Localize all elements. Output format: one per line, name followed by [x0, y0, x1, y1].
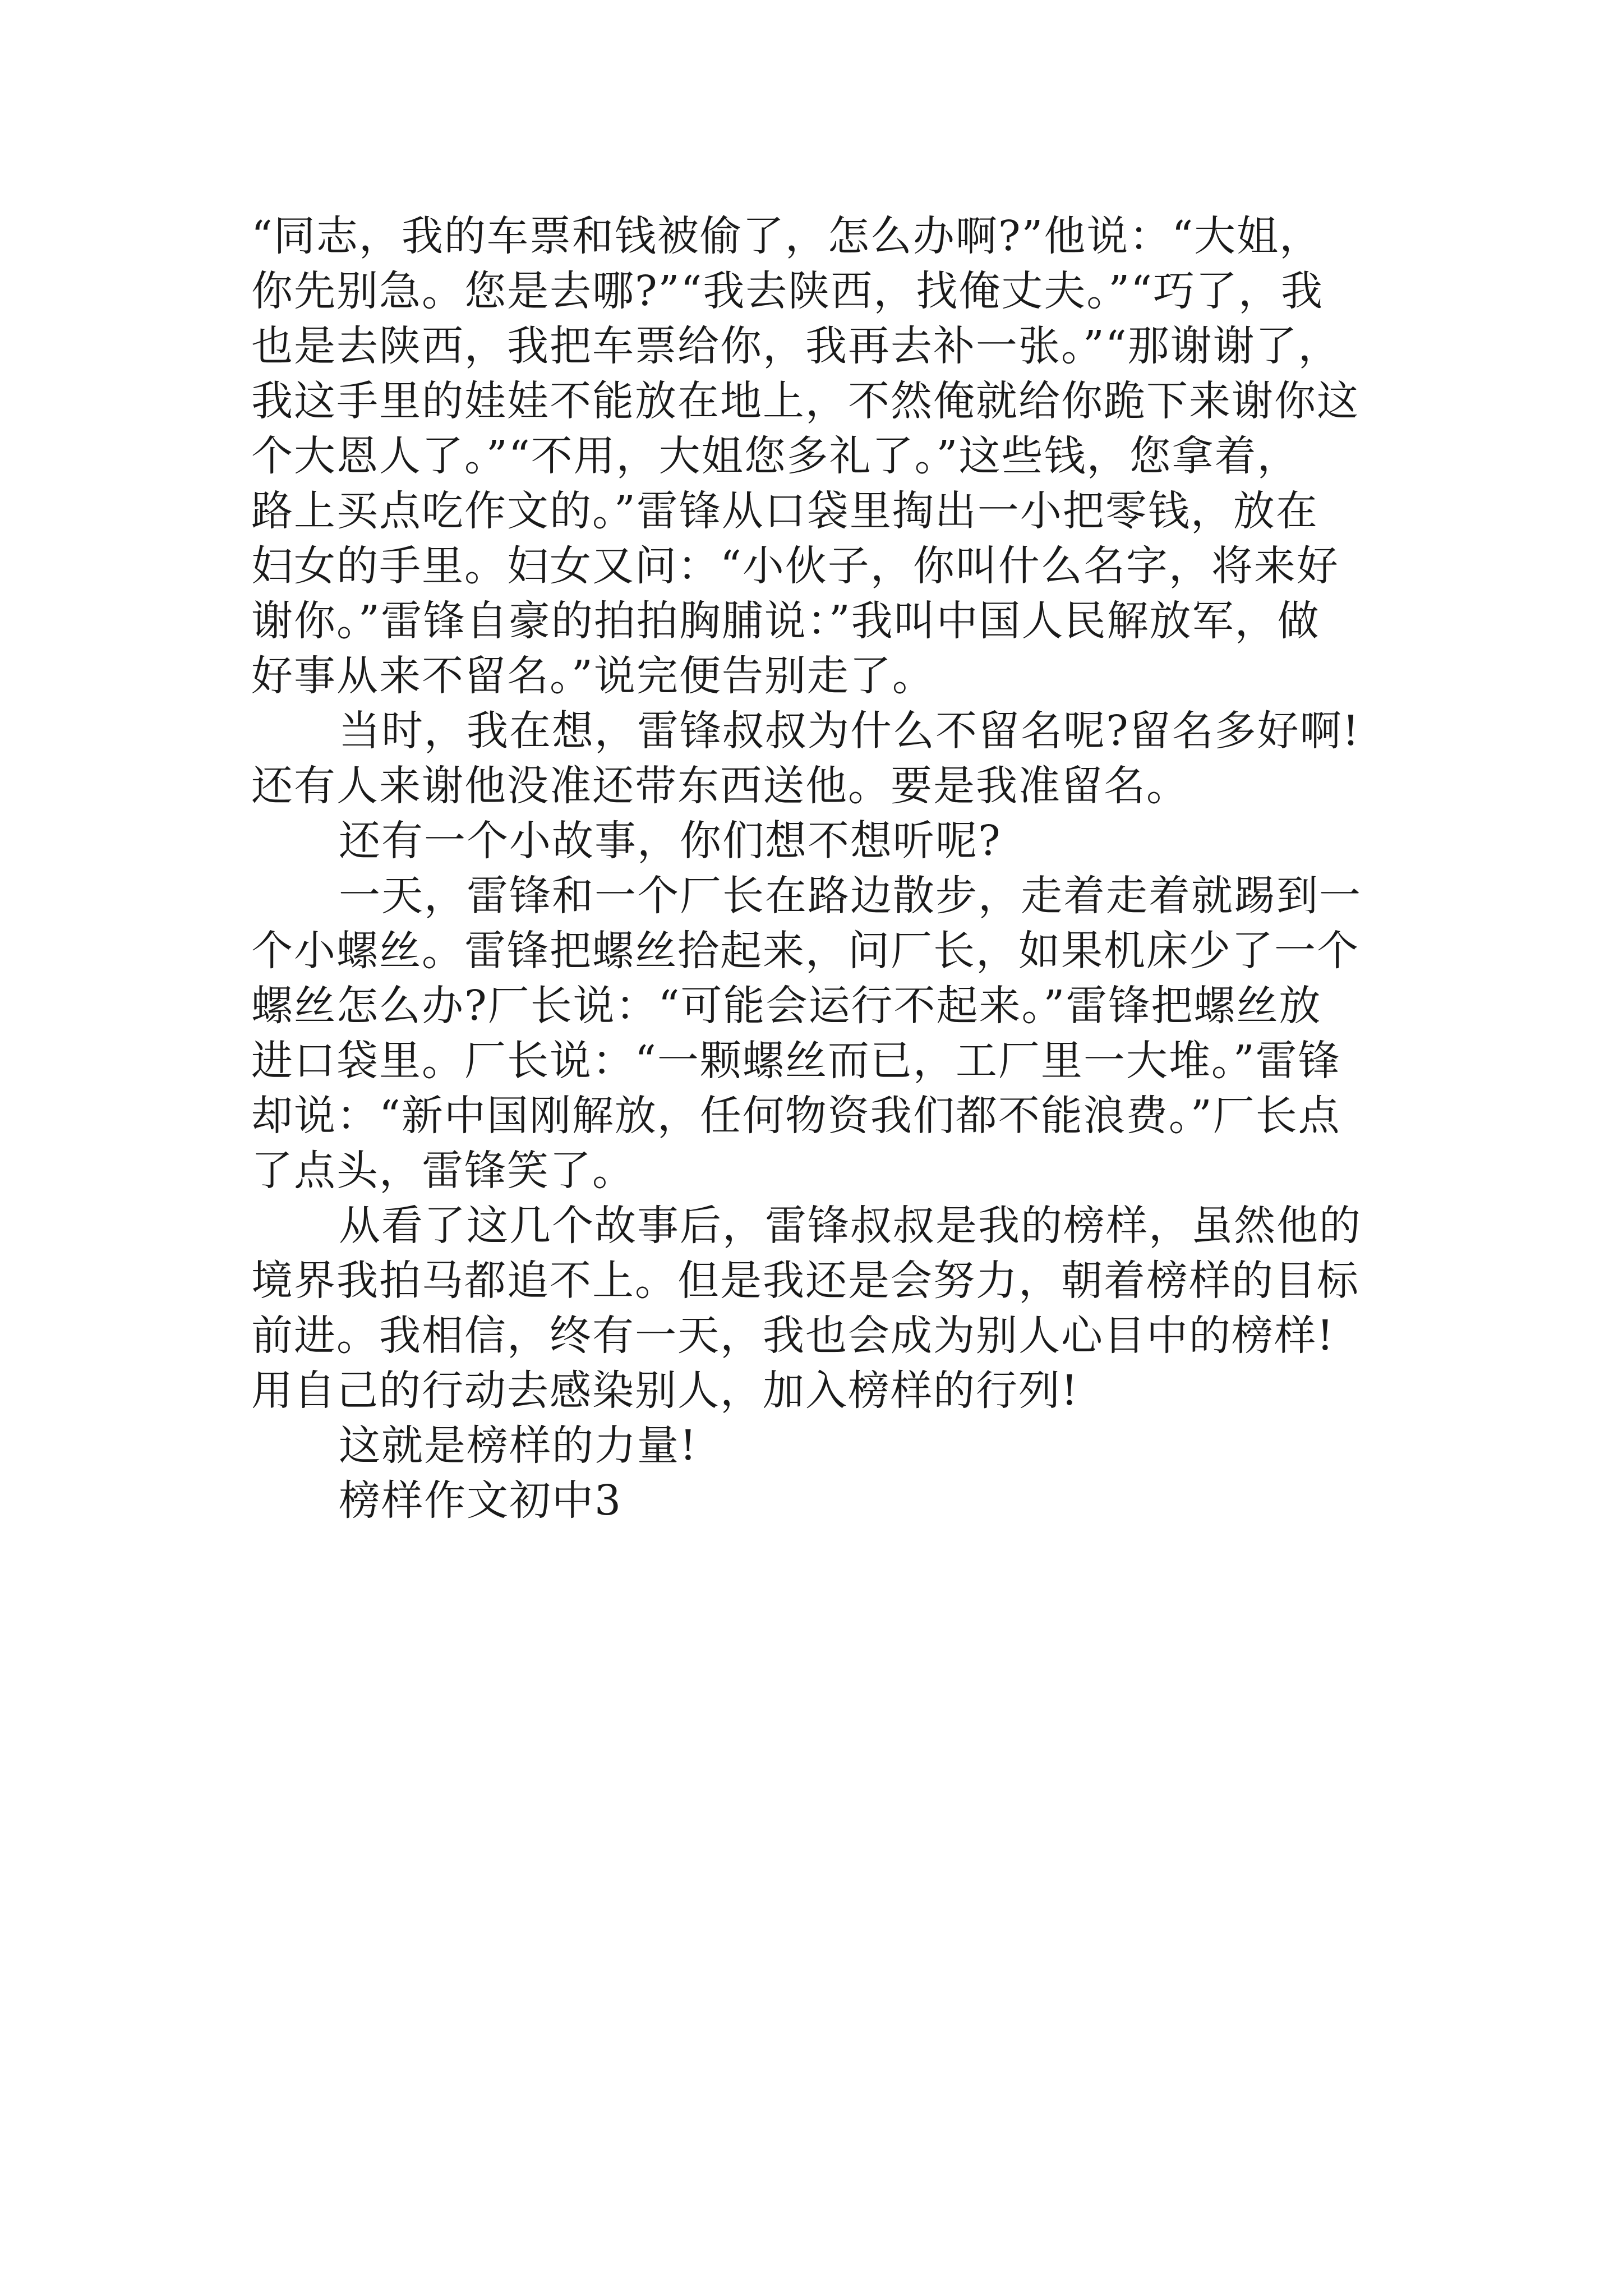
- text-line: 境界我拍马都追不上。但是我还是会努力，朝着榜样的目标: [251, 1257, 1359, 1305]
- text-line: 好事从来不留名。”说完便告别走了。: [251, 652, 935, 700]
- paragraph-screw-story: [251, 868, 1395, 1198]
- paragraph-reflection: [251, 703, 1395, 813]
- text-line: 还有一个小故事，你们想不想听呢?: [339, 817, 1002, 865]
- text-line: 个小螺丝。雷锋把螺丝拾起来，问厂长，如果机床少了一个: [251, 927, 1359, 975]
- text-line: 路上买点吃作文的。”雷锋从口袋里掏出一小把零钱，放在: [251, 487, 1318, 535]
- text-line: 前进。我相信，终有一天，我也会成为别人心目中的榜样!: [251, 1312, 1335, 1360]
- section-heading: 榜样作文初中3: [339, 1476, 623, 1525]
- paragraph-another-story: [251, 813, 1395, 868]
- text-line: 这就是榜样的力量!: [339, 1421, 698, 1470]
- text-line: 还有人来谢他没准还带东西送他。要是我准留名。: [251, 762, 1189, 810]
- text-line: 我这手里的娃娃不能放在地上，不然俺就给你跪下来谢你这: [251, 377, 1359, 425]
- text-line: 个大恩人了。”“不用，大姐您多礼了。”这些钱，您拿着，: [251, 432, 1300, 480]
- text-line: 也是去陕西，我把车票给你，我再去补一张。”“那谢谢了，: [251, 322, 1341, 370]
- text-line: 了点头，雷锋笑了。: [251, 1147, 635, 1195]
- text-line: 从看了这几个故事后，雷锋叔叔是我的榜样，虽然他的: [339, 1202, 1362, 1250]
- text-line: 一天，雷锋和一个厂长在路边散步，走着走着就踢到一: [339, 872, 1362, 920]
- article-body: [251, 209, 1395, 1528]
- paragraph-dialogue: [251, 209, 1395, 703]
- text-line: 却说：“新中国刚解放，任何物资我们都不能浪费。”厂长点: [251, 1092, 1341, 1140]
- text-line: 你先别急。您是去哪?”“我去陕西，找俺丈夫。”“巧了，我: [251, 267, 1324, 315]
- text-line: 用自己的行动去感染别人，加入榜样的行列!: [251, 1366, 1079, 1415]
- text-line: 妇女的手里。妇女又问：“小伙子，你叫什么名字，将来好: [251, 542, 1339, 590]
- text-line: 螺丝怎么办?厂长说：“可能会运行不起来。”雷锋把螺丝放: [251, 982, 1322, 1030]
- paragraph-closing: [251, 1418, 1395, 1473]
- paragraph-conclusion: [251, 1198, 1395, 1418]
- section-heading-block: [251, 1473, 1395, 1528]
- text-line: 谢你。”雷锋自豪的拍拍胸脯说：”我叫中国人民解放军，做: [251, 597, 1320, 645]
- text-line: 进口袋里。厂长说：“一颗螺丝而已，工厂里一大堆。”雷锋: [251, 1037, 1341, 1085]
- text-line: 当时，我在想，雷锋叔叔为什么不留名呢?留名多好啊!: [339, 707, 1361, 755]
- text-line: “同志，我的车票和钱被偷了，怎么办啊?”他说：“大姐，: [251, 212, 1322, 260]
